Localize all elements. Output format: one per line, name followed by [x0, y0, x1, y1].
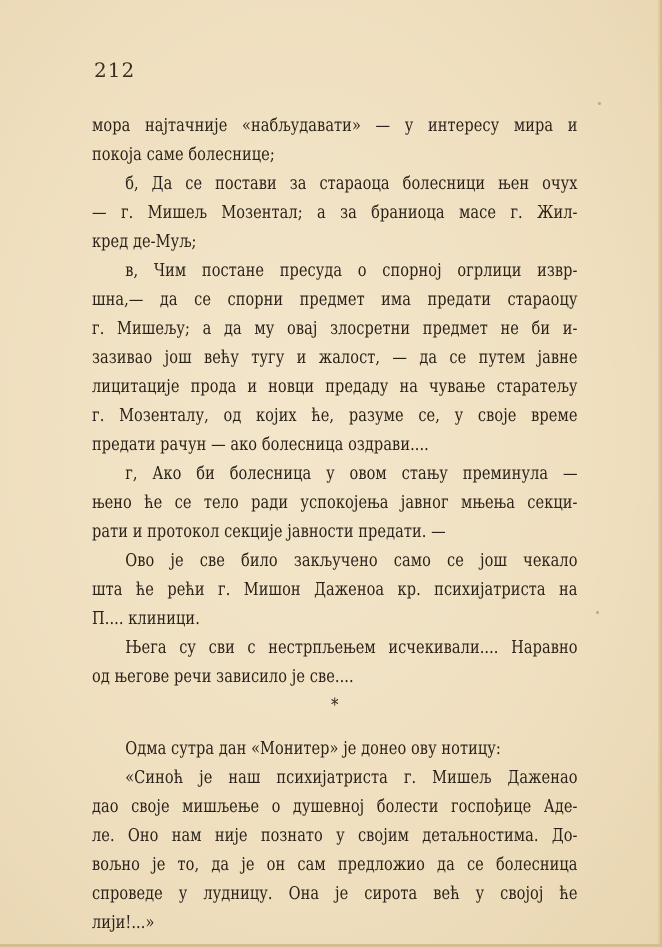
text-line: спроведе у лудницу. Она је сирота већ у својој ће: [92, 884, 578, 904]
text-line: г, Ако би болесница у овом стању преминула —: [125, 464, 578, 484]
text-line: П.... клиници.: [92, 609, 200, 629]
page-number: 212: [94, 58, 136, 82]
text-line: — г. Мишељ Мозентал; а за браниоца масе г. Жил-: [92, 203, 578, 223]
paragraph: [92, 460, 578, 547]
text-line: г. Мишељу; а да му овај злосретни предмет не би и-: [92, 319, 578, 339]
paragraph: [92, 170, 578, 257]
text-line: дао своје мишљење о душевној болести госпођице Аде-: [92, 797, 578, 817]
paragraph: [92, 764, 578, 938]
text-line: њено ће се тело ради успокојења јавног мњења секци-: [92, 493, 578, 513]
text-line: шна,— да се спорни предмет има предати стараоцу: [92, 290, 578, 310]
paragraph: [92, 735, 578, 764]
text-line: мора најтачније «набљудавати» — у интересу мира и: [92, 116, 578, 136]
text-line: «Синоћ је наш психијатриста г. Мишељ Даженао: [125, 768, 578, 788]
paper-speck: [596, 611, 599, 614]
text-line: б, Да се постави за стараоца болесници њен очух: [125, 174, 578, 194]
text-line: шта ће рећи г. Мишон Даженоа кр. психијатриста на: [92, 580, 578, 600]
paragraph: [92, 257, 578, 460]
text-line: кред де-Муљ;: [92, 232, 197, 252]
paragraph: [92, 547, 578, 634]
text-line: зазивао још већу тугу и жалост, — да се путем јавне: [92, 348, 578, 368]
text-line: предати рачун — ако болесница оздрави....: [92, 435, 429, 455]
text-line: г. Мозенталу, од којих ће, разуме се, у своје време: [92, 406, 578, 426]
text-line: лицитације прода и новци предаду на чување старатељу: [92, 377, 578, 397]
text-line: Ово је све било закључено само се још чекало: [125, 551, 578, 571]
section-separator: *: [331, 696, 339, 716]
text-line: лији!...»: [92, 913, 155, 933]
text-line: покоја саме болеснице;: [92, 145, 275, 165]
text-line: Њега су сви с нестрпљењем исчекивали.... Наравно: [125, 638, 578, 658]
text-line: вољно је то, да је он сам предложио да се болесница: [92, 855, 578, 875]
paper-speck: [598, 102, 601, 105]
paragraph: [92, 634, 578, 692]
text-line: в, Чим постане пресуда о спорној огрлици извр-: [125, 261, 578, 281]
page-edge-right: [658, 0, 662, 947]
body-text: [92, 112, 578, 938]
text-line: Одма сутра дан «Монитер» је донео ову нотицу:: [125, 739, 501, 759]
paragraph: [92, 112, 578, 170]
text-line: ле. Оно нам није познато у својим детаљностима. До-: [92, 826, 578, 846]
text-line: од његове речи зависило је све....: [92, 667, 354, 687]
text-line: рати и протокол секције јавности предати. —: [92, 522, 446, 542]
